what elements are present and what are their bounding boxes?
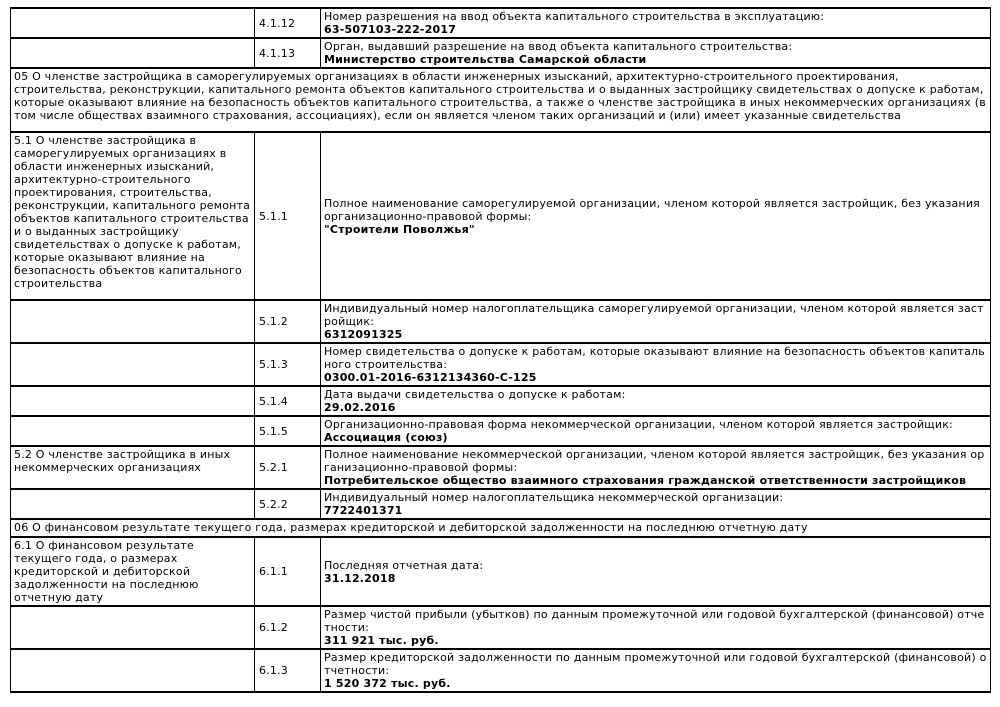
row-number: 5.1.1 — [255, 132, 321, 300]
row-left-description — [11, 300, 255, 343]
field-label: Индивидуальный номер налогоплательщика саморегулируемой организации, членом которой является застройщик: — [324, 302, 984, 328]
row-number: 6.1.1 — [255, 537, 321, 606]
field-label: Размер кредиторской задолженности по данным промежуточной или годовой бухгалтерской (финансовой) отчетности: — [324, 651, 987, 677]
table-row — [11, 8, 991, 38]
table-row — [11, 416, 991, 446]
table-row — [11, 446, 991, 489]
disclosure-table — [10, 7, 991, 693]
row-content — [321, 343, 991, 386]
row-number: 5.1.3 — [255, 343, 321, 386]
field-value: 311 921 тыс. руб. — [324, 634, 439, 647]
row-number: 4.1.13 — [255, 38, 321, 68]
row-left-description — [11, 386, 255, 416]
field-value: 29.02.2016 — [324, 401, 396, 414]
field-label: Последняя отчетная дата: — [324, 558, 484, 572]
field-value: Ассоциация (союз) — [324, 431, 448, 444]
row-number: 6.1.2 — [255, 606, 321, 649]
field-value: Потребительское общество взаимного страхования гражданской ответственности застройщиков — [324, 474, 967, 487]
row-content — [321, 606, 991, 649]
table-row — [11, 38, 991, 68]
row-content — [321, 386, 991, 416]
table-row — [11, 343, 991, 386]
field-label: Индивидуальный номер налогоплательщика некоммерческой организации: — [324, 491, 784, 504]
section-header: 05 О членстве застройщика в саморегулируемых организациях в области инженерных изысканий, архитектурно-строительного проектирования, строительства, реконструкции, капитального ремонта объектов капитального строительства и о выданных застройщику свидетельствах о допуске к работам, которые оказывают влияние на безопасность объектов капитального строительства, а также о членстве застройщика в иных некоммерческих организациях (в том числе обществах взаимного страхования, ассоциациях), если он является членом таких организаций и (или) имеет указанные свидетельства — [11, 68, 991, 132]
row-left-description: 5.2 О членстве застройщика в иных некоммерческих организациях — [11, 446, 255, 489]
row-content — [321, 649, 991, 692]
field-value: 1 520 372 тыс. руб. — [324, 677, 451, 690]
field-label: Номер свидетельства о допуске к работам, которые оказывают влияние на безопасность объектов капитального строительства: — [324, 345, 985, 371]
section-header: 06 О финансовом результате текущего года, размерах кредиторской и дебиторской задолженности на последнюю отчетную дату — [11, 519, 991, 537]
field-value: "Строители Поволжья" — [324, 222, 475, 236]
section-row — [11, 519, 991, 537]
field-value: 31.12.2018 — [324, 571, 396, 585]
field-value: 63-507103-222-2017 — [324, 23, 457, 36]
row-content — [321, 489, 991, 519]
row-left-description — [11, 8, 255, 38]
row-content — [321, 300, 991, 343]
row-content — [321, 446, 991, 489]
row-content — [321, 8, 991, 38]
row-left-description — [11, 606, 255, 649]
row-left-description — [11, 649, 255, 692]
row-content — [321, 416, 991, 446]
table-row — [11, 537, 991, 606]
row-content — [321, 132, 991, 300]
row-number: 5.1.4 — [255, 386, 321, 416]
row-number: 5.2.1 — [255, 446, 321, 489]
row-left-description — [11, 343, 255, 386]
row-number: 4.1.12 — [255, 8, 321, 38]
table-row — [11, 300, 991, 343]
field-label: Полное наименование некоммерческой организации, членом которой является застройщик, без указания организационно-правовой формы: — [324, 448, 985, 474]
field-value: 7722401371 — [324, 504, 403, 517]
section-row — [11, 68, 991, 132]
field-label: Размер чистой прибыли (убытков) по данным промежуточной или годовой бухгалтерской (финансовой) отчетности: — [324, 608, 985, 634]
table-row — [11, 606, 991, 649]
row-left-description — [11, 38, 255, 68]
field-label: Организационно-правовая форма некоммерческой организации, членом которой является застройщик: — [324, 418, 953, 431]
row-left-description — [11, 489, 255, 519]
table-row — [11, 649, 991, 692]
field-value: 6312091325 — [324, 328, 403, 341]
row-left-description — [11, 416, 255, 446]
field-label: Орган, выдавший разрешение на ввод объекта капитального строительства: — [324, 40, 793, 53]
field-label: Полное наименование саморегулируемой организации, членом которой является застройщик, без указания организационно-правовой формы: — [324, 196, 980, 223]
row-left-description: 6.1 О финансовом результате текущего года, о размерах кредиторской и дебиторской задолженности на последнюю отчетную дату — [11, 537, 255, 606]
row-content — [321, 38, 991, 68]
field-value: Министерство строительства Самарской области — [324, 53, 647, 66]
table-row — [11, 132, 991, 300]
row-number: 5.1.2 — [255, 300, 321, 343]
field-label: Номер разрешения на ввод объекта капитального строительства в эксплуатацию: — [324, 10, 825, 23]
field-label: Дата выдачи свидетельства о допуске к работам: — [324, 388, 626, 401]
row-number: 6.1.3 — [255, 649, 321, 692]
row-number: 5.1.5 — [255, 416, 321, 446]
table-row — [11, 386, 991, 416]
table-row — [11, 489, 991, 519]
field-value: 0300.01-2016-6312134360-C-125 — [324, 371, 537, 384]
row-left-description: 5.1 О членстве застройщика в саморегулируемых организациях в области инженерных изысканий, архитектурно-строительного проектирования, строительства, реконструкции, капитального ремонта объектов капитального строительства и о выданных застройщику свидетельствах о допуске к работам, которые оказывают влияние на безопасность объектов капитального строительства — [11, 132, 255, 300]
row-number: 5.2.2 — [255, 489, 321, 519]
row-content — [321, 537, 991, 606]
